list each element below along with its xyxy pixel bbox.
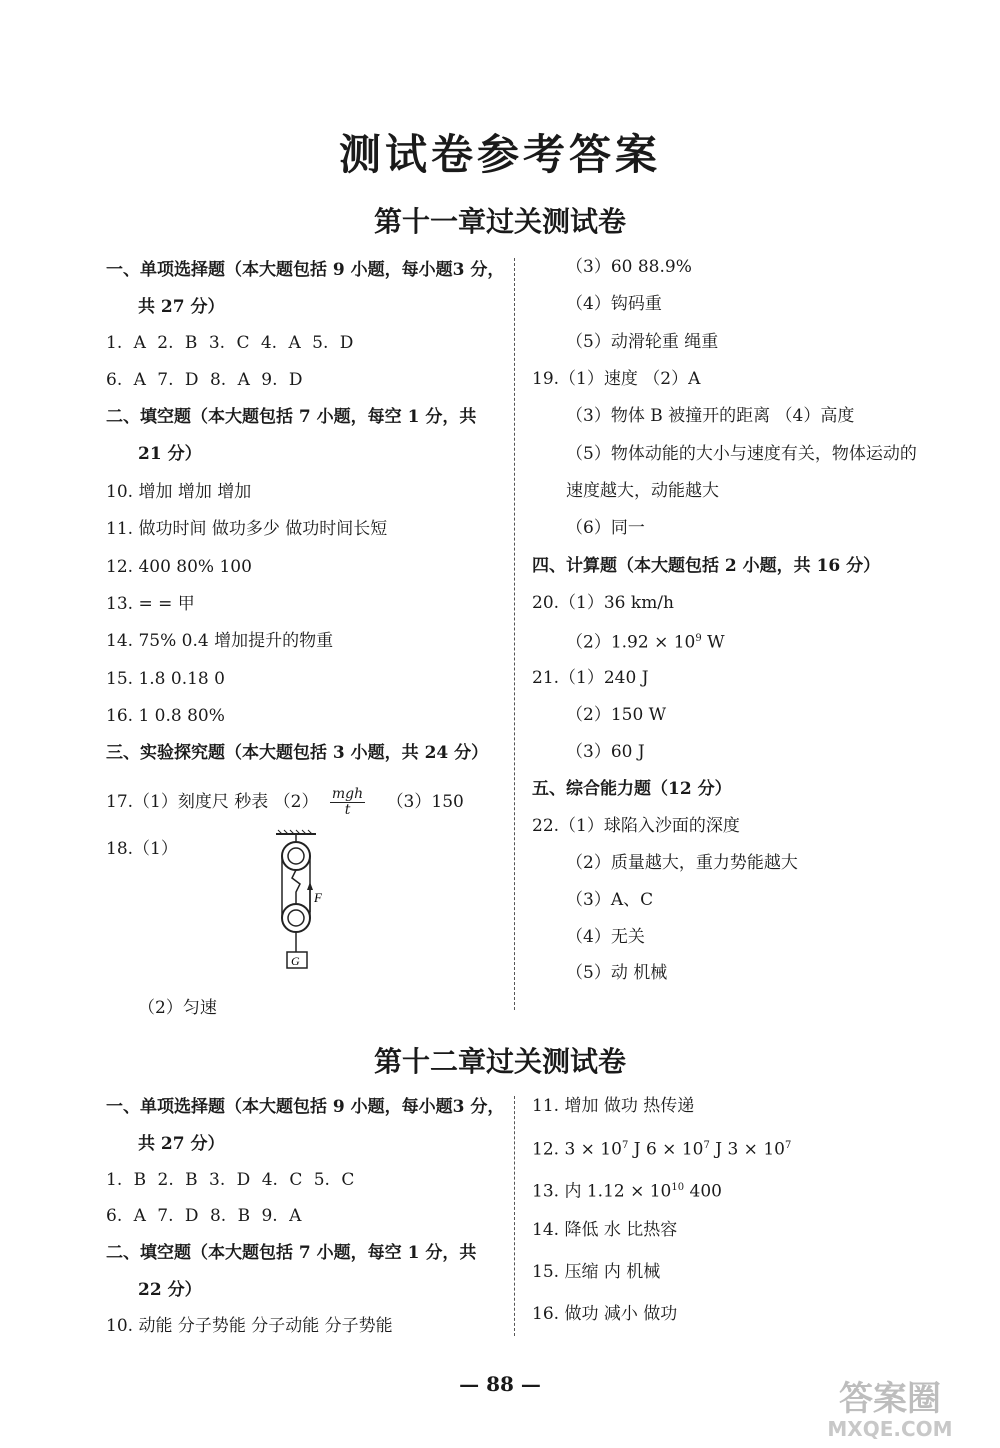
value: 13. 内 1.12 × 10: [532, 1181, 672, 1202]
fraction-mgh-over-t: [330, 787, 365, 818]
exponent: 7: [703, 1140, 710, 1151]
answer-line: 12. 400 80% 100: [106, 557, 252, 577]
value: 400: [684, 1181, 722, 1202]
section-heading: 四、计算题（本大题包括 2 小题，共 16 分）: [532, 556, 881, 576]
answer-line: 20.（1）36 km/h: [532, 593, 674, 613]
answer-line: （3）60 88.9%: [566, 257, 692, 277]
page-title: 测试卷参考答案: [338, 130, 661, 179]
section-heading-cont: 共 27 分）: [138, 1134, 225, 1154]
answer-line: 22.（1）球陷入沙面的深度: [532, 816, 740, 836]
value: J 3 × 10: [709, 1139, 785, 1160]
answer-line: （4）无关: [566, 927, 645, 947]
exponent: 7: [784, 1140, 792, 1151]
watermark-logo: [790, 1372, 990, 1442]
force-label: F: [314, 890, 322, 905]
answer-line: （5）物体动能的大小与速度有关，物体运动的: [566, 444, 917, 464]
answer-line: （3）60 J: [566, 742, 645, 762]
answer-line-17: [106, 787, 464, 818]
answer-17-part3: （3）150: [386, 792, 464, 812]
section-heading-cont: 共 27 分）: [138, 297, 225, 317]
answer-line: （2）150 W: [566, 705, 667, 725]
section-heading: 一、单项选择题（本大题包括 9 小题，每小题3 分，: [106, 1097, 505, 1117]
answer-line: 16. 1 0.8 80%: [106, 706, 225, 726]
section-heading: 二、填空题（本大题包括 7 小题，每空 1 分，共: [106, 1243, 477, 1263]
answer-line: [532, 1177, 722, 1203]
mc-answers-row: 1. B 2. B 3. D 4. C 5. C: [106, 1170, 355, 1190]
section-heading: 一、单项选择题（本大题包括 9 小题，每小题3 分，: [106, 260, 505, 280]
answer-line: 14. 75% 0.4 增加提升的物重: [106, 631, 334, 651]
section-heading-cont: 22 分）: [138, 1280, 202, 1300]
answer-line: （3）物体 B 被撞开的距离 （4）高度: [566, 406, 855, 426]
fraction-denominator: t: [344, 802, 351, 818]
answer-line: 10. 增加 增加 增加: [106, 482, 252, 502]
answer-line: （4）钩码重: [566, 294, 662, 314]
svg-text:MXQE.COM: MXQE.COM: [827, 1417, 953, 1441]
column-divider: [514, 258, 515, 1010]
answer-line: [566, 628, 725, 654]
answer-line: 21.（1）240 J: [532, 668, 649, 688]
answer-line: 15. 压缩 内 机械: [532, 1262, 661, 1282]
pulley-diagram: [270, 828, 340, 978]
answer-line: 19.（1）速度 （2）A: [532, 369, 701, 389]
answer-line: （3）A、C: [566, 890, 654, 910]
answer-line: 速度越大，动能越大: [566, 481, 719, 501]
answer-line: 11. 增加 做功 热传递: [532, 1096, 695, 1116]
answer-line: （6）同一: [566, 518, 645, 538]
answer-line: [532, 1135, 791, 1161]
mc-answers-row: 6. A 7. D 8. B 9. A: [106, 1206, 302, 1226]
answer-line: 15. 1.8 0.18 0: [106, 669, 225, 689]
column-divider: [514, 1096, 515, 1336]
answer-line: 14. 降低 水 比热容: [532, 1220, 678, 1240]
chapter-11-heading: 第十一章过关测试卷: [373, 205, 626, 238]
answer-line: 13. = = 甲: [106, 594, 195, 614]
answer-17-part1: 17.（1）刻度尺 秒表 （2）: [106, 792, 319, 812]
chapter-12-heading: 第十二章过关测试卷: [373, 1045, 626, 1078]
value: J 6 × 10: [628, 1139, 704, 1160]
mc-answers-row: 1. A 2. B 3. C 4. A 5. D: [106, 333, 354, 353]
power-exponent: 9: [695, 633, 702, 644]
answer-line-18: 18.（1）: [106, 839, 178, 859]
exponent: 7: [621, 1140, 629, 1151]
answer-line: （2）匀速: [138, 998, 217, 1018]
answer-line: （2）质量越大，重力势能越大: [566, 853, 798, 873]
weight-label: G: [291, 954, 300, 968]
section-heading-cont: 21 分）: [138, 444, 202, 464]
page-number: — 88 —: [459, 1372, 541, 1396]
unit: W: [701, 632, 725, 653]
fraction-numerator: mgh: [331, 786, 364, 802]
answer-line: （5）动滑轮重 绳重: [566, 332, 719, 352]
answer-line: （5）动 机械: [566, 963, 668, 983]
exponent: 10: [671, 1182, 685, 1193]
svg-text:答案圈: 答案圈: [839, 1379, 941, 1419]
power-base: （2）1.92 × 10: [566, 632, 696, 653]
answer-line: 16. 做功 减小 做功: [532, 1304, 678, 1324]
section-heading: 二、填空题（本大题包括 7 小题，每空 1 分，共: [106, 407, 477, 427]
section-heading: 三、实验探究题（本大题包括 3 小题，共 24 分）: [106, 743, 489, 763]
mc-answers-row: 6. A 7. D 8. A 9. D: [106, 370, 303, 390]
answer-line: 11. 做功时间 做功多少 做功时间长短: [106, 519, 388, 539]
section-heading: 五、综合能力题（12 分）: [532, 779, 732, 799]
answer-line: 10. 动能 分子势能 分子动能 分子势能: [106, 1316, 393, 1336]
value: 12. 3 × 10: [532, 1139, 622, 1160]
